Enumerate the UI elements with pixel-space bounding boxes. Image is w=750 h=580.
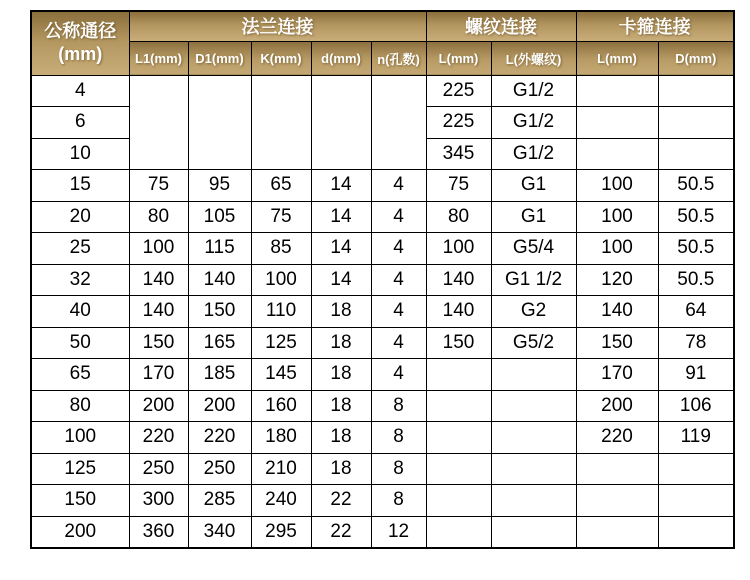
cell-value: 75: [426, 170, 491, 202]
cell-value: 65: [251, 170, 311, 202]
cell-value: [576, 453, 658, 485]
col-header-flange-l1: L1(mm): [129, 41, 188, 75]
cell-value: 295: [251, 516, 311, 548]
cell-nominal-diameter: 6: [31, 107, 129, 139]
cell-value: [251, 75, 311, 170]
cell-value: 150: [188, 296, 251, 328]
cell-value: [576, 138, 658, 170]
cell-value: 210: [251, 453, 311, 485]
cell-value: [658, 75, 734, 107]
cell-nominal-diameter: 20: [31, 201, 129, 233]
table-header: [31, 11, 734, 75]
cell-value: 140: [129, 264, 188, 296]
col-header-thread-l: L(mm): [426, 41, 491, 75]
cell-value: 360: [129, 516, 188, 548]
cell-nominal-diameter: 125: [31, 453, 129, 485]
cell-value: [491, 516, 576, 548]
cell-value: 200: [576, 390, 658, 422]
cell-nominal-diameter: 65: [31, 359, 129, 391]
cell-nominal-diameter: 150: [31, 485, 129, 517]
table-row: [31, 359, 734, 391]
table-row: [31, 390, 734, 422]
col-group-clamp-connection: 卡箍连接: [576, 11, 734, 41]
cell-value: [576, 107, 658, 139]
table-body: [31, 75, 734, 548]
cell-value: 140: [188, 264, 251, 296]
cell-value: 64: [658, 296, 734, 328]
cell-nominal-diameter: 200: [31, 516, 129, 548]
cell-value: [491, 485, 576, 517]
cell-value: 50.5: [658, 170, 734, 202]
cell-value: 100: [251, 264, 311, 296]
cell-value: 185: [188, 359, 251, 391]
cell-value: 4: [371, 170, 426, 202]
cell-value: 4: [371, 327, 426, 359]
cell-value: 140: [426, 296, 491, 328]
cell-value: [311, 75, 371, 170]
cell-value: 4: [371, 233, 426, 265]
table-row: [31, 453, 734, 485]
cell-value: [371, 75, 426, 170]
cell-value: 340: [188, 516, 251, 548]
cell-value: 50.5: [658, 264, 734, 296]
cell-value: 14: [311, 201, 371, 233]
cell-nominal-diameter: 25: [31, 233, 129, 265]
cell-nominal-diameter: 15: [31, 170, 129, 202]
table-row: [31, 485, 734, 517]
table-row: [31, 327, 734, 359]
cell-value: [491, 359, 576, 391]
cell-value: 8: [371, 485, 426, 517]
cell-value: [491, 422, 576, 454]
col-group-flange-connection: 法兰连接: [129, 11, 426, 41]
cell-value: 120: [576, 264, 658, 296]
cell-value: 91: [658, 359, 734, 391]
cell-value: [491, 390, 576, 422]
cell-nominal-diameter: 4: [31, 75, 129, 107]
cell-value: 160: [251, 390, 311, 422]
cell-value: 95: [188, 170, 251, 202]
cell-value: 170: [129, 359, 188, 391]
cell-value: G1/2: [491, 107, 576, 139]
cell-value: 200: [188, 390, 251, 422]
cell-value: 14: [311, 264, 371, 296]
cell-value: 4: [371, 296, 426, 328]
table-row: [31, 233, 734, 265]
cell-value: 285: [188, 485, 251, 517]
cell-value: G1: [491, 170, 576, 202]
cell-value: 300: [129, 485, 188, 517]
cell-value: 200: [129, 390, 188, 422]
cell-value: 125: [251, 327, 311, 359]
cell-value: 8: [371, 453, 426, 485]
table-row: [31, 264, 734, 296]
col-header-nominal-diameter: [31, 11, 129, 75]
cell-value: [426, 359, 491, 391]
cell-value: [188, 75, 251, 170]
cell-value: G1: [491, 201, 576, 233]
cell-value: [658, 107, 734, 139]
cell-value: 18: [311, 359, 371, 391]
cell-value: 18: [311, 327, 371, 359]
table-row: [31, 170, 734, 202]
cell-value: 140: [576, 296, 658, 328]
cell-value: 220: [188, 422, 251, 454]
cell-value: [576, 485, 658, 517]
cell-value: [658, 516, 734, 548]
cell-value: G5/4: [491, 233, 576, 265]
col-header-flange-d1: D1(mm): [188, 41, 251, 75]
header-group-row: [31, 11, 734, 41]
cell-value: 145: [251, 359, 311, 391]
cell-nominal-diameter: 80: [31, 390, 129, 422]
cell-value: 100: [576, 201, 658, 233]
cell-value: [658, 485, 734, 517]
col-header-clamp-l: L(mm): [576, 41, 658, 75]
col-header-clamp-d: D(mm): [658, 41, 734, 75]
table-row: [31, 422, 734, 454]
cell-nominal-diameter: 50: [31, 327, 129, 359]
cell-value: 50.5: [658, 201, 734, 233]
cell-value: 100: [576, 233, 658, 265]
cell-value: 100: [129, 233, 188, 265]
col-header-flange-k: K(mm): [251, 41, 311, 75]
cell-nominal-diameter: 40: [31, 296, 129, 328]
cell-value: 22: [311, 516, 371, 548]
cell-value: 240: [251, 485, 311, 517]
cell-value: 12: [371, 516, 426, 548]
col-header-flange-n-holes: n(孔数): [371, 41, 426, 75]
cell-value: 150: [129, 327, 188, 359]
cell-value: 250: [188, 453, 251, 485]
cell-value: 80: [426, 201, 491, 233]
cell-value: 225: [426, 75, 491, 107]
table-row: [31, 296, 734, 328]
cell-value: [426, 390, 491, 422]
nominal-diameter-line2: (mm): [58, 44, 103, 65]
cell-value: 8: [371, 422, 426, 454]
cell-value: 150: [426, 327, 491, 359]
cell-value: 22: [311, 485, 371, 517]
col-header-thread-external: L(外螺纹): [491, 41, 576, 75]
cell-value: 170: [576, 359, 658, 391]
cell-value: 115: [188, 233, 251, 265]
cell-value: 110: [251, 296, 311, 328]
cell-value: [576, 516, 658, 548]
cell-value: 250: [129, 453, 188, 485]
cell-value: G2: [491, 296, 576, 328]
cell-value: 180: [251, 422, 311, 454]
cell-value: 8: [371, 390, 426, 422]
cell-nominal-diameter: 100: [31, 422, 129, 454]
cell-value: [491, 453, 576, 485]
table-row: [31, 75, 734, 107]
cell-value: 85: [251, 233, 311, 265]
cell-value: 100: [426, 233, 491, 265]
cell-value: 14: [311, 170, 371, 202]
cell-value: [658, 453, 734, 485]
cell-value: [426, 485, 491, 517]
cell-value: 220: [129, 422, 188, 454]
cell-value: [576, 75, 658, 107]
cell-value: [426, 453, 491, 485]
cell-value: 4: [371, 264, 426, 296]
cell-value: 140: [129, 296, 188, 328]
cell-value: 14: [311, 233, 371, 265]
col-group-thread-connection: 螺纹连接: [426, 11, 576, 41]
cell-value: 18: [311, 390, 371, 422]
cell-value: 18: [311, 453, 371, 485]
connection-size-table: [30, 10, 735, 549]
cell-value: 225: [426, 107, 491, 139]
cell-value: [129, 75, 188, 170]
cell-value: 78: [658, 327, 734, 359]
nominal-diameter-line1: 公称通径: [44, 20, 117, 41]
cell-value: G1/2: [491, 138, 576, 170]
cell-value: 4: [371, 359, 426, 391]
cell-value: 165: [188, 327, 251, 359]
connection-size-table-wrap: [30, 10, 735, 549]
cell-value: 119: [658, 422, 734, 454]
cell-value: 50.5: [658, 233, 734, 265]
cell-value: 75: [251, 201, 311, 233]
cell-value: G1/2: [491, 75, 576, 107]
cell-value: 140: [426, 264, 491, 296]
cell-value: 18: [311, 296, 371, 328]
table-row: [31, 516, 734, 548]
col-header-flange-d: d(mm): [311, 41, 371, 75]
table-row: [31, 201, 734, 233]
cell-nominal-diameter: 32: [31, 264, 129, 296]
cell-value: 4: [371, 201, 426, 233]
cell-value: 80: [129, 201, 188, 233]
cell-nominal-diameter: 10: [31, 138, 129, 170]
cell-value: G1 1/2: [491, 264, 576, 296]
cell-value: [658, 138, 734, 170]
cell-value: 106: [658, 390, 734, 422]
cell-value: 345: [426, 138, 491, 170]
cell-value: 150: [576, 327, 658, 359]
header-sub-row: [31, 41, 734, 75]
cell-value: 100: [576, 170, 658, 202]
cell-value: [426, 422, 491, 454]
cell-value: G5/2: [491, 327, 576, 359]
cell-value: 105: [188, 201, 251, 233]
cell-value: 220: [576, 422, 658, 454]
cell-value: [426, 516, 491, 548]
cell-value: 75: [129, 170, 188, 202]
cell-value: 18: [311, 422, 371, 454]
